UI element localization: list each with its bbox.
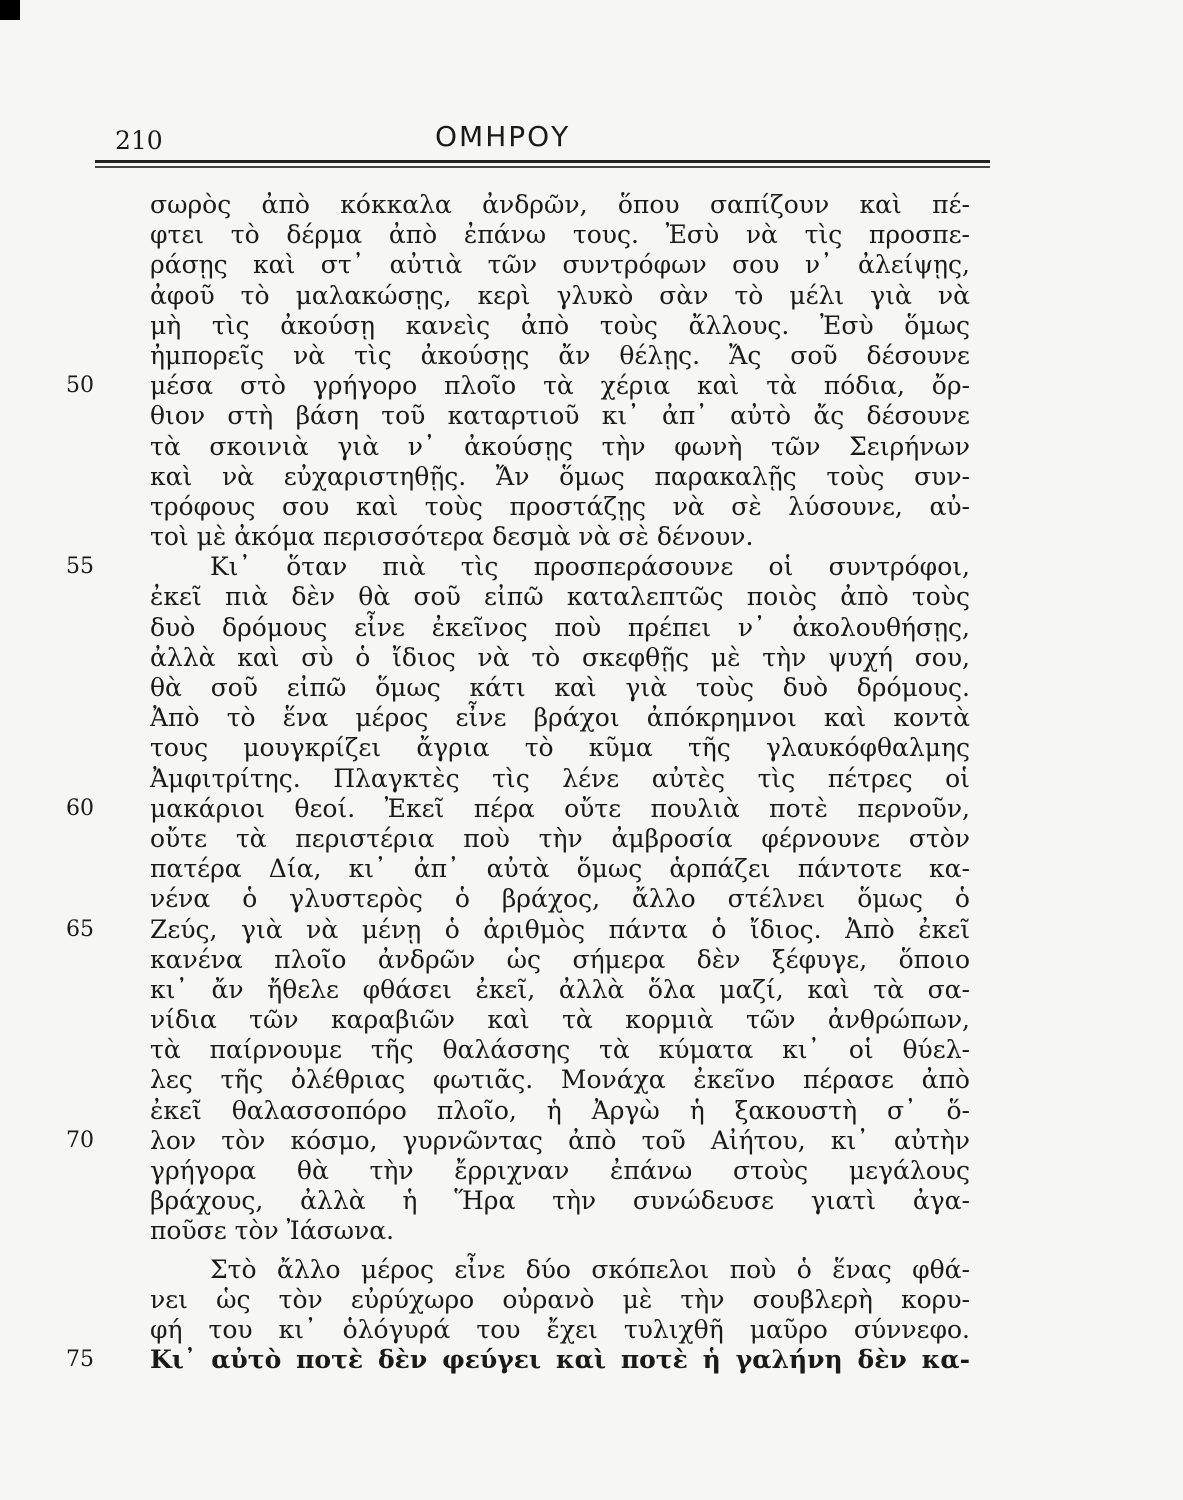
text-line: [60, 703, 990, 733]
line-text: λον τὸν κόσμο, γυρνῶντας ἀπὸ τοῦ Αἰήτου, κι᾽ αὐτὴν: [150, 1125, 970, 1155]
line-text: φή του κι᾽ ὁλόγυρά του ἔχει τυλιχθῆ μαῦρο σύννεφο.: [150, 1314, 970, 1344]
line-text: οὔτε τὰ περιστέρια ποὺ τὴν ἀμβροσία φέρνουνε στὸν: [150, 823, 970, 853]
line-number: 50: [66, 373, 94, 399]
line-text: κανένα πλοῖο ἀνδρῶν ὡς σήμερα δὲν ξέφυγε, ὅποιο: [150, 944, 970, 974]
text-line: [60, 582, 990, 612]
line-text: βράχους, ἀλλὰ ἡ Ἥρα τὴν συνώδευσε γιατὶ ἀγα-: [150, 1186, 970, 1216]
text-line: [60, 643, 990, 673]
text-line: [60, 915, 990, 945]
body-text: [60, 190, 990, 1375]
line-text: ἐκεῖ πιὰ δὲν θὰ σοῦ εἰπῶ καταλεπτῶς ποιὸς ἀπὸ τοὺς: [150, 582, 970, 612]
line-text: νει ὡς τὸν εὐρύχωρο οὐρανὸ μὲ τὴν σουβλερὴ κορυ-: [150, 1284, 970, 1314]
line-text: τρόφους σου καὶ τοὺς προστάζῃς νὰ σὲ λύσουνε, αὐ-: [150, 491, 970, 521]
line-number: 75: [66, 1347, 94, 1373]
line-number: 55: [66, 554, 94, 580]
line-text: δυὸ δρόμους εἶνε ἐκεῖνος ποὺ πρέπει ν᾽ ἀκολουθήσῃς,: [150, 612, 970, 642]
text-line: [60, 220, 990, 250]
text-line: [60, 281, 990, 311]
text-line: [60, 341, 990, 371]
text-line: [60, 552, 990, 582]
line-text: Κι᾽ αὐτὸ ποτὲ δὲν φεύγει καὶ ποτὲ ἡ γαλήνη δὲν κα-: [150, 1345, 970, 1375]
line-number: 65: [66, 916, 94, 942]
line-text: ἀφοῦ τὸ μαλακώσῃς, κερὶ γλυκὸ σὰν τὸ μέλι γιὰ νὰ: [150, 280, 970, 310]
text-line: [60, 1186, 990, 1216]
line-text: νένα ὁ γλυστερὸς ὁ βράχος, ἄλλο στέλνει ὅμως ὁ: [150, 884, 970, 914]
text-line: [60, 764, 990, 794]
line-text: μέσα στὸ γρήγορο πλοῖο τὰ χέρια καὶ τὰ πόδια, ὄρ-: [150, 371, 970, 401]
line-text: καὶ νὰ εὐχαριστηθῇς. Ἄν ὅμως παρακαλῇς τοὺς συν-: [150, 461, 970, 491]
line-text: λες τῆς ὀλέθριας φωτιᾶς. Μονάχα ἐκεῖνο πέρασε ἀπὸ: [150, 1065, 970, 1095]
text-line: [60, 190, 990, 220]
line-text: νίδια τῶν καραβιῶν καὶ τὰ κορμιὰ τῶν ἀνθρώπων,: [150, 1005, 970, 1035]
line-text: τὰ παίρνουμε τῆς θαλάσσης τὰ κύματα κι᾽ οἱ θύελ-: [150, 1035, 970, 1065]
text-line: [60, 613, 990, 643]
header-rule-thin: [95, 166, 990, 168]
line-text: θὰ σοῦ εἰπῶ ὅμως κάτι καὶ γιὰ τοὺς δυὸ δρόμους.: [150, 673, 970, 702]
line-text: θιον στὴ βάση τοῦ καταρτιοῦ κι᾽ ἀπ᾽ αὐτὸ ἄς δέσουνε: [150, 401, 970, 431]
running-head: ΟΜΗΡΟΥ: [435, 120, 571, 153]
line-text: τοὶ μὲ ἀκόμα περισσότερα δεσμὰ νὰ σὲ δένουν.: [150, 522, 754, 552]
text-line: [60, 401, 990, 431]
text-line: [60, 884, 990, 914]
text-line: [60, 1126, 990, 1156]
line-text: ράσῃς καὶ στ᾽ αὐτιὰ τῶν συντρόφων σου ν᾽ ἀλείψῃς,: [150, 250, 970, 280]
line-text: Ζεύς, γιὰ νὰ μένῃ ὁ ἀριθμὸς πάντα ὁ ἴδιος. Ἀπὸ ἐκεῖ: [150, 914, 970, 944]
line-text: πατέρα Δία, κι᾽ ἀπ᾽ αὐτὰ ὅμως ἁρπάζει πάντοτε κα-: [150, 854, 970, 884]
text-line: [60, 733, 990, 763]
text-line: [60, 1315, 990, 1345]
line-text: μὴ τὶς ἀκούσῃ κανεὶς ἀπὸ τοὺς ἄλλους. Ἐσὺ ὅμως: [150, 310, 970, 340]
text-line: [60, 462, 990, 492]
line-text: γρήγορα θὰ τὴν ἔρριχναν ἐπάνω στοὺς μεγάλους: [150, 1156, 970, 1185]
line-text: ἐκεῖ θαλασσοπόρο πλοῖο, ἡ Ἀργὼ ἡ ξακουστὴ σ᾽ ὅ-: [150, 1095, 970, 1125]
text-line: [60, 1345, 990, 1375]
text-line: [60, 673, 990, 703]
line-text: μακάριοι θεοί. Ἐκεῖ πέρα οὔτε πουλιὰ ποτὲ περνοῦν,: [150, 793, 970, 823]
line-text: ἠμπορεῖς νὰ τὶς ἀκούσῃς ἄν θέλῃς. Ἄς σοῦ δέσουνε: [150, 340, 970, 370]
text-line: [60, 1096, 990, 1126]
line-text: ποῦσε τὸν Ἰάσωνα.: [150, 1216, 395, 1246]
text-line: [60, 945, 990, 975]
page-number: 210: [115, 126, 163, 155]
line-text: Κι᾽ ὅταν πιὰ τὶς προσπεράσουνε οἱ συντρόφοι,: [210, 552, 970, 582]
line-number: 60: [66, 795, 94, 821]
text-line: [60, 522, 990, 552]
text-line: [60, 1156, 990, 1186]
line-text: Ἀμφιτρίτης. Πλαγκτὲς τὶς λένε αὐτὲς τὶς πέτρες οἱ: [150, 763, 970, 793]
line-text: κι᾽ ἄν ἤθελε φθάσει ἐκεῖ, ἀλλὰ ὅλα μαζί, καὶ τὰ σα-: [150, 974, 970, 1004]
line-text: σωρὸς ἀπὸ κόκκαλα ἀνδρῶν, ὅπου σαπίζουν καὶ πέ-: [150, 190, 970, 219]
text-line: [60, 250, 990, 280]
text-line: [60, 492, 990, 522]
scan-corner-mark: [0, 0, 20, 20]
text-line: [60, 975, 990, 1005]
line-text: τὰ σκοινιὰ γιὰ ν᾽ ἀκούσῃς τὴν φωνὴ τῶν Σειρήνων: [150, 431, 970, 461]
line-number: 70: [66, 1127, 94, 1153]
text-line: [60, 371, 990, 401]
text-line: [60, 432, 990, 462]
text-line: [60, 1035, 990, 1065]
line-text: φτει τὸ δέρμα ἀπὸ ἐπάνω τους. Ἐσὺ νὰ τὶς προσπε-: [150, 220, 970, 250]
line-text: Στὸ ἄλλο μέρος εἶνε δύο σκόπελοι ποὺ ὁ ἕνας φθά-: [210, 1254, 970, 1284]
text-line: [60, 311, 990, 341]
line-text: ἀλλὰ καὶ σὺ ὁ ἴδιος νὰ τὸ σκεφθῇς μὲ τὴν ψυχή σου,: [150, 642, 970, 672]
text-line: [60, 1216, 990, 1246]
text-line: [60, 1255, 990, 1285]
text-line: [60, 824, 990, 854]
line-text: τους μουγκρίζει ἄγρια τὸ κῦμα τῆς γλαυκόφθαλμης: [150, 733, 970, 763]
text-line: [60, 1005, 990, 1035]
text-line: [60, 1065, 990, 1095]
page-header: [95, 118, 990, 162]
text-line: [60, 794, 990, 824]
text-line: [60, 854, 990, 884]
text-line: [60, 1285, 990, 1315]
header-rule: [95, 160, 990, 163]
line-text: Ἀπὸ τὸ ἕνα μέρος εἶνε βράχοι ἀπόκρημνοι καὶ κοντὰ: [150, 703, 970, 733]
